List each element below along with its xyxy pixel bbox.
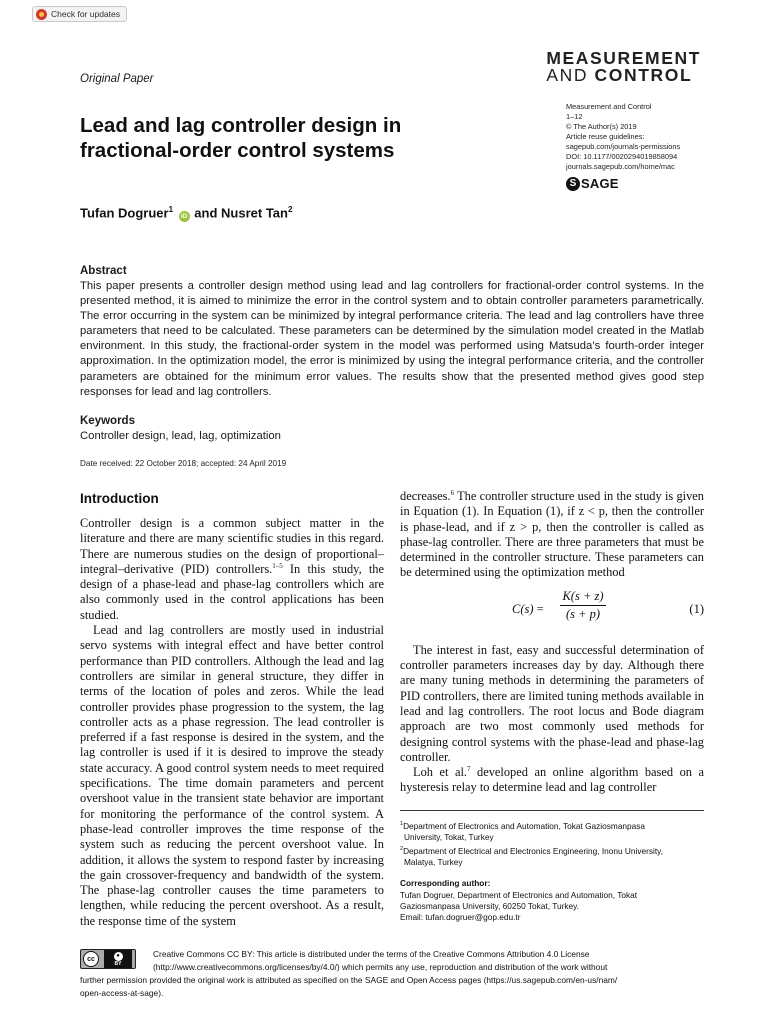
equation-denominator: (s + p)	[565, 607, 601, 622]
citation-ref[interactable]: 7	[466, 765, 471, 774]
journal-logo-line2: AND CONTROL	[546, 65, 693, 85]
equation-lhs: C(s) =	[512, 601, 544, 616]
corresponding-author-line: Gaziosmanpasa University, 60250 Tokat, Turkey.	[400, 900, 579, 911]
abstract-heading: Abstract	[80, 265, 127, 277]
affiliation-1: $^1$Department of Electronics and Automation, Tokat Gaziosmanpasa University, Tokat, Turkey	[400, 820, 646, 842]
citation-ref[interactable]: 6	[450, 488, 455, 497]
page-title: Lead and lag controller design in fractional-order control systems	[80, 114, 402, 162]
article-type: Original Paper	[80, 73, 154, 85]
date-received: Date received: 22 October 2018; accepted: 24 April 2019	[80, 459, 287, 468]
meta-permissions-link[interactable]: sagepub.com/journals-permissions	[566, 142, 681, 151]
crossmark-icon	[36, 9, 47, 20]
body-paragraph: Controller design is a common subject matter in the literature and there are many scientific studies in this regard. There are numerous studies on the design of proportional–integral–derivative (PID) controllers.$^{1-5}$ In this study, the design of a phase-lead and phase-lag controllers which are also commonly used in the control applications has been studied.	[80, 516, 384, 622]
meta-journal-link[interactable]: journals.sagepub.com/home/mac	[566, 162, 675, 171]
corresponding-author-email[interactable]: Email: tufan.dogruer@gop.edu.tr	[400, 911, 521, 922]
license-line: open-access-at-sage).	[80, 988, 164, 998]
body-paragraph: Loh et al.$^7$ developed an online algorithm based on a hysteresis relay to determine lead and lag controller	[400, 765, 704, 795]
sage-logo	[566, 176, 619, 191]
equation-numerator: K(s + z)	[560, 589, 606, 606]
footnotes	[400, 810, 704, 923]
author-separator: and	[194, 205, 218, 221]
sage-mark-icon: S	[566, 177, 580, 191]
check-for-updates-badge[interactable]	[32, 6, 127, 22]
journal-metadata	[566, 102, 680, 172]
abstract	[80, 264, 704, 400]
meta-pages: 1–12	[566, 112, 583, 121]
meta-copyright: © The Author(s) 2019	[566, 122, 637, 131]
body-paragraph: decreases.$^6$ The controller structure used in the study is given in Equation (1). In Equation (1), if z < p, then the controller is phase-lead, and if z > p, then the controller is called as phase-lag controller. There are three parameters that must be determined in the controller structure. These parameters can be determined using the optimization method	[400, 488, 704, 580]
abstract-text: This paper presents a controller design method using lead and lag controllers for fractional-order control systems. In the presented method, it is aimed to minimize the error in the control system and to obtain controller parameters parametrically. The error occurring in the system can be minimized by integral performance criteria. The lead and lag controllers have three parameters that need to be calculated. These parameters can be determined by the simulation model created in the Matlab environment. In this study, the fractional-order system in the model was performed using Matsuda’s fourth-order integer approximation. In the optimization model, the error is minimized by using the integral performance criteria, and the controller parameters are obtained for the minimum error values. The results show that the presented method gives good step responses for lead and lag controllers.	[80, 280, 704, 398]
body-column-right	[400, 489, 704, 796]
meta-reuse-label: Article reuse guidelines:	[566, 132, 645, 141]
meta-doi-link[interactable]: DOI: 10.1177/0020294019858094	[566, 152, 678, 161]
section-heading-introduction: Introduction	[80, 491, 159, 506]
author-affiliation-sup: 1	[168, 205, 174, 214]
author-name[interactable]: Tufan Dogruer	[80, 205, 169, 221]
keywords	[80, 414, 704, 444]
license-text	[80, 948, 704, 1000]
affiliation-2: $^2$Department of Electrical and Electronics Engineering, Inonu University, Malatya, Turkey	[400, 845, 664, 868]
orcid-icon[interactable]: iD	[179, 211, 190, 222]
attribution-person-icon: ●	[114, 952, 123, 961]
author-name[interactable]: Nusret Tan	[221, 205, 288, 221]
license-line: Creative Commons CC BY: This article is distributed under the terms of the Creative Commons Attribution 4.0 License	[153, 949, 590, 959]
meta-journal-name: Measurement and Control	[566, 102, 652, 111]
license-line[interactable]: further permission provided the original work is attributed as specified on the SAGE and Open Access pages (https://us.sagepub.com/en-us/nam/	[80, 975, 618, 985]
journal-logo-line1: MEASUREMENT	[546, 48, 701, 68]
citation-ref[interactable]: 1–5	[272, 561, 283, 570]
body-column-left	[80, 490, 384, 929]
license-line[interactable]: (http://www.creativecommons.org/licenses/by/4.0/) which permits any use, reproduction and distribution of the work without	[153, 962, 608, 972]
journal-logo	[546, 50, 701, 84]
corresponding-author-line: Tufan Dogruer, Department of Electronics and Automation, Tokat	[400, 889, 638, 900]
sage-logo-text: SAGE	[581, 176, 619, 191]
cc-icon: cc	[83, 951, 99, 967]
by-icon: ● BY	[104, 950, 132, 968]
keywords-text: Controller design, lead, lag, optimization	[80, 430, 281, 442]
equation-number: (1)	[689, 601, 704, 616]
corresponding-author-heading: Corresponding author:	[400, 878, 491, 889]
equation-fraction	[560, 589, 606, 623]
check-for-updates-label: Check for updates	[51, 9, 120, 19]
authors	[80, 205, 292, 222]
equation-1	[400, 589, 704, 633]
keywords-heading: Keywords	[80, 415, 135, 427]
body-paragraph: The interest in fast, easy and successful determination of controller parameters increases day by day. Although there are many tuning methods in determining the parameters of PID controllers, there are limited tuning methods available in lead and lag controllers. The root locus and Bode diagram approach are two most commonly used methods for designing control systems with the phase-lead and phase-lag controller.	[400, 642, 704, 764]
body-paragraph: Lead and lag controllers are mostly used in industrial servo systems with integral effect and have better control performance than PID controllers. Although the lead and lag controllers are similar in general structure, they differ in terms of the location of poles and zeros. While the lead controller provides phase progression to the system, the lag controller acts as a phase regression. The lead controller is preferred if a fast response is desired in the system, and the lag controller is used if it is desired to improve the steady state accuracy. A good control system needs to meet required specifications. The time domain parameters and percent overshoot value in the transient state behavior are important for monitoring the performance of the control system. A phase-lead controller improves the time response of the system such as reducing the percent overshoot value. In addition, it allows the system to respond faster by increasing the gain crossover-frequency and bandwidth of the system. The phase-lag controller causes the time parameters to lengthen, while reducing the percent overshoot. As a result, the response time of the system	[80, 623, 384, 928]
author-affiliation-sup: 2	[287, 205, 293, 214]
